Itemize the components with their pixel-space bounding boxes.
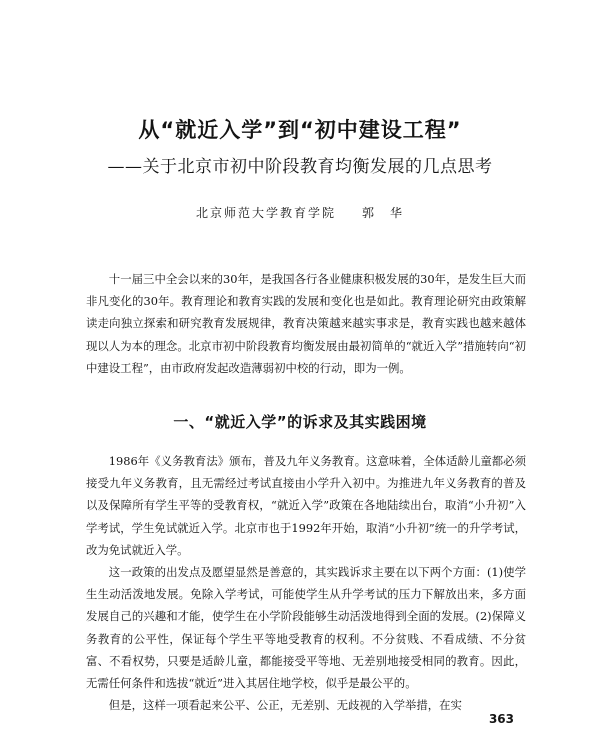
body-paragraph: 但是，这样一项看起来公平、公正，无差别、无歧视的入学举措，在实 [108, 698, 462, 713]
article-subtitle: ——关于北京市初中阶段教育均衡发展的几点思考 [107, 157, 493, 177]
author-line [0, 204, 600, 221]
author-institution: 北京师范大学教育学院 [195, 206, 336, 220]
section-heading: 一、“就近入学”的诉求及其实践困境 [173, 413, 427, 431]
section-body [86, 450, 526, 716]
article-title: 从“就近入学”到“初中建设工程” [138, 118, 462, 142]
intro-section [86, 268, 526, 379]
body-paragraph: 1986年《义务教育法》颁布，普及九年义务教育。这意味着，全体适龄儿童都必须接受九年义务教育，且无需经过考试直接由小学升入初中。为推进九年义务教育的普及以及保障所有学生平等的受教育权，“就近入学”政策在各地陆续出台，取消“小升初”入学考试，学生免试就近入学。北京市也于1992年开始，取消“小升初”统一的升学考试，改为免试就近入学。 [86, 454, 526, 557]
body-paragraph: 这一政策的出发点及愿望显然是善意的，其实践诉求主要在以下两个方面：(1)使学生生动活泼地发展。免除入学考试，可能使学生从升学考试的压力下解放出来，多方面发展自己的兴趣和才能，使学生在小学阶段能够生动活泼地得到全面的发展。(2)保障义务教育的公平性，保证每个学生平等地受教育的权利。不分贫贱、不看成绩、不分贫富、不看权势，只要是适龄儿童，都能接受平等地、无差别地接受相同的教育。因此，无需任何条件和选拔“就近”进入其居住地学校，似乎是最公平的。 [86, 565, 526, 691]
page-number: 363 [488, 712, 514, 726]
intro-paragraph: 十一届三中全会以来的30年，是我国各行各业健康积极发展的30年，是发生巨大而非凡变化的30年。教育理论和教育实践的发展和变化也是如此。教育理论研究由政策解读走向独立探索和研究教育发展规律，教育决策越来越实事求是，教育实践也越来越体现以人为本的理念。北京市初中阶段教育均衡发展由最初简单的“就近入学”措施转向“初中建设工程”，由市政府发起改造薄弱初中校的行动，即为一例。 [86, 272, 526, 375]
author-name: 郭 华 [362, 206, 405, 220]
